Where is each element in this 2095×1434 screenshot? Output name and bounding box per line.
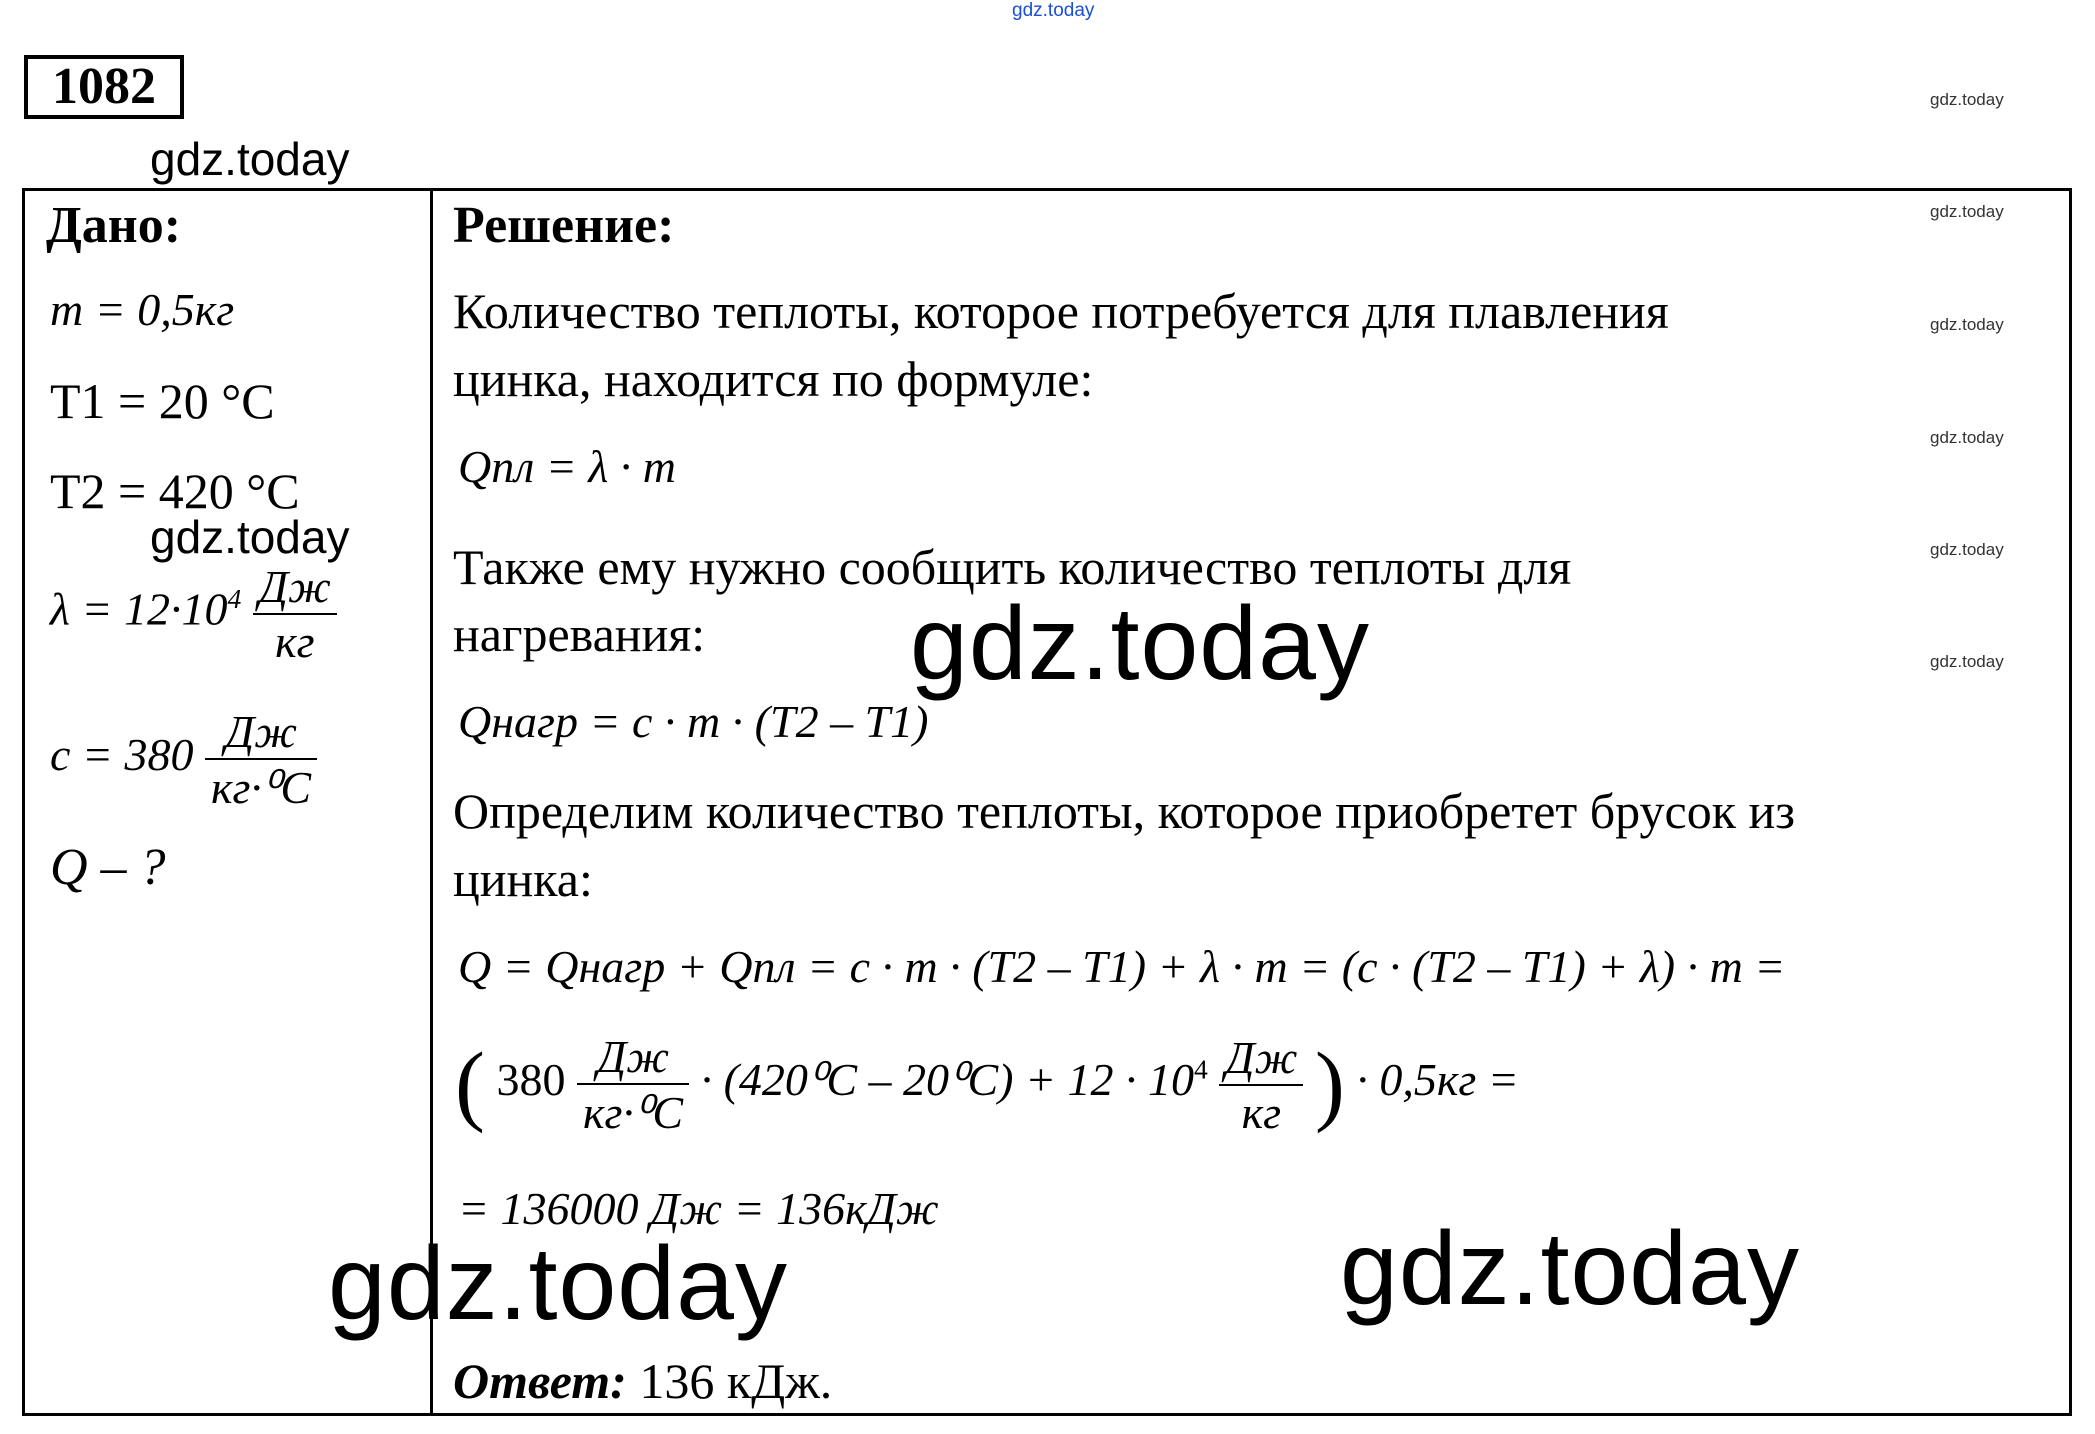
given-c-unit (205, 705, 317, 814)
formula-sub-num-1: Дж (577, 1030, 689, 1085)
given-c (50, 705, 317, 814)
formula-total: Q = Qнагр + Qпл = c · m · (T2 – T1) + λ · m = (c · (T2 – T1) + λ) · m = (458, 941, 1786, 992)
formula-sub-den-1: кг·⁰C (582, 1087, 684, 1138)
watermark-large-3: gdz.today (1340, 1211, 1800, 1327)
solution-line-2: цинка, находится по формуле: (453, 351, 1094, 407)
formula-sub-b: · (420⁰C – 20⁰C) + 12 · 10 (700, 1054, 1194, 1106)
watermark-large-1: gdz.today (910, 586, 1370, 702)
formula-result: = 136000 Дж = 136кДж (458, 1183, 939, 1234)
given-mass: m = 0,5кг (50, 284, 235, 335)
watermark-side-3: gdz.today (1930, 315, 2004, 334)
watermark-side-4: gdz.today (1930, 428, 2004, 447)
given-lambda-lhs: λ = 12·10 (50, 583, 228, 635)
given-unknown: Q – ? (50, 839, 166, 896)
given-lambda (50, 560, 337, 668)
given-lambda-exp: 4 (227, 583, 242, 615)
formula-sub-a: 380 (496, 1054, 566, 1106)
watermark-side-2: gdz.today (1930, 202, 2004, 221)
problem-number: 1082 (24, 55, 184, 119)
given-lambda-den: кг (275, 616, 315, 667)
formula-sub-c: · 0,5кг = (1356, 1054, 1519, 1106)
given-t2: T2 = 420 °C (50, 463, 300, 519)
answer-label: Ответ: (453, 1353, 627, 1409)
watermark-side-6: gdz.today (1930, 652, 2004, 671)
formula-substitution: ( 380 $\frac{Дж}{\text{кг·⁰C}}$ · $(420^0C - 20^0C) + 12 \cdot 10^4$ $\frac{Дж}{кг}$ ) · 0,5кг = (455, 1031, 1519, 1138)
solution-line-5: Определим количество теплоты, которое приобретет брусок из (453, 783, 1796, 839)
given-c-num: Дж (205, 705, 317, 760)
watermark-large-2: gdz.today (328, 1226, 788, 1342)
answer-value: 136 кДж. (626, 1353, 833, 1409)
given-header: Дано: (46, 197, 182, 254)
answer (453, 1352, 832, 1410)
formula-heating: Qнагр = c · m · (T2 – T1) (458, 696, 929, 747)
watermark-medium-2: gdz.today (150, 511, 350, 563)
watermark-top: gdz.today (1012, 0, 1095, 21)
solution-line-6: цинка: (453, 851, 593, 907)
given-lambda-unit (253, 560, 337, 668)
formula-sub-den-2: кг (1241, 1086, 1282, 1138)
given-t1: T1 = 20 °C (50, 373, 275, 429)
watermark-medium-1: gdz.today (150, 133, 350, 185)
given-lambda-num: Дж (253, 560, 337, 615)
formula-sub-exp: 4 (1194, 1053, 1208, 1085)
formula-sub-unit-2 (1219, 1031, 1303, 1139)
formula-sub-num-2: Дж (1219, 1031, 1303, 1086)
solution-line-1: Количество теплоты, которое потребуется для плавления (453, 283, 1669, 339)
solution-line-4: нагревания: (453, 606, 706, 662)
given-c-den: кг·⁰C (210, 762, 312, 813)
given-c-lhs: c = 380 (50, 729, 194, 781)
solution-line-3: Также ему нужно сообщить количество теплоты для (453, 539, 1572, 595)
formula-sub-unit-1 (577, 1030, 689, 1139)
watermark-side-1: gdz.today (1930, 90, 2004, 109)
formula-melting: Qпл = λ · m (458, 441, 676, 492)
watermark-side-5: gdz.today (1930, 540, 2004, 559)
solution-header: Решение: (453, 197, 675, 254)
